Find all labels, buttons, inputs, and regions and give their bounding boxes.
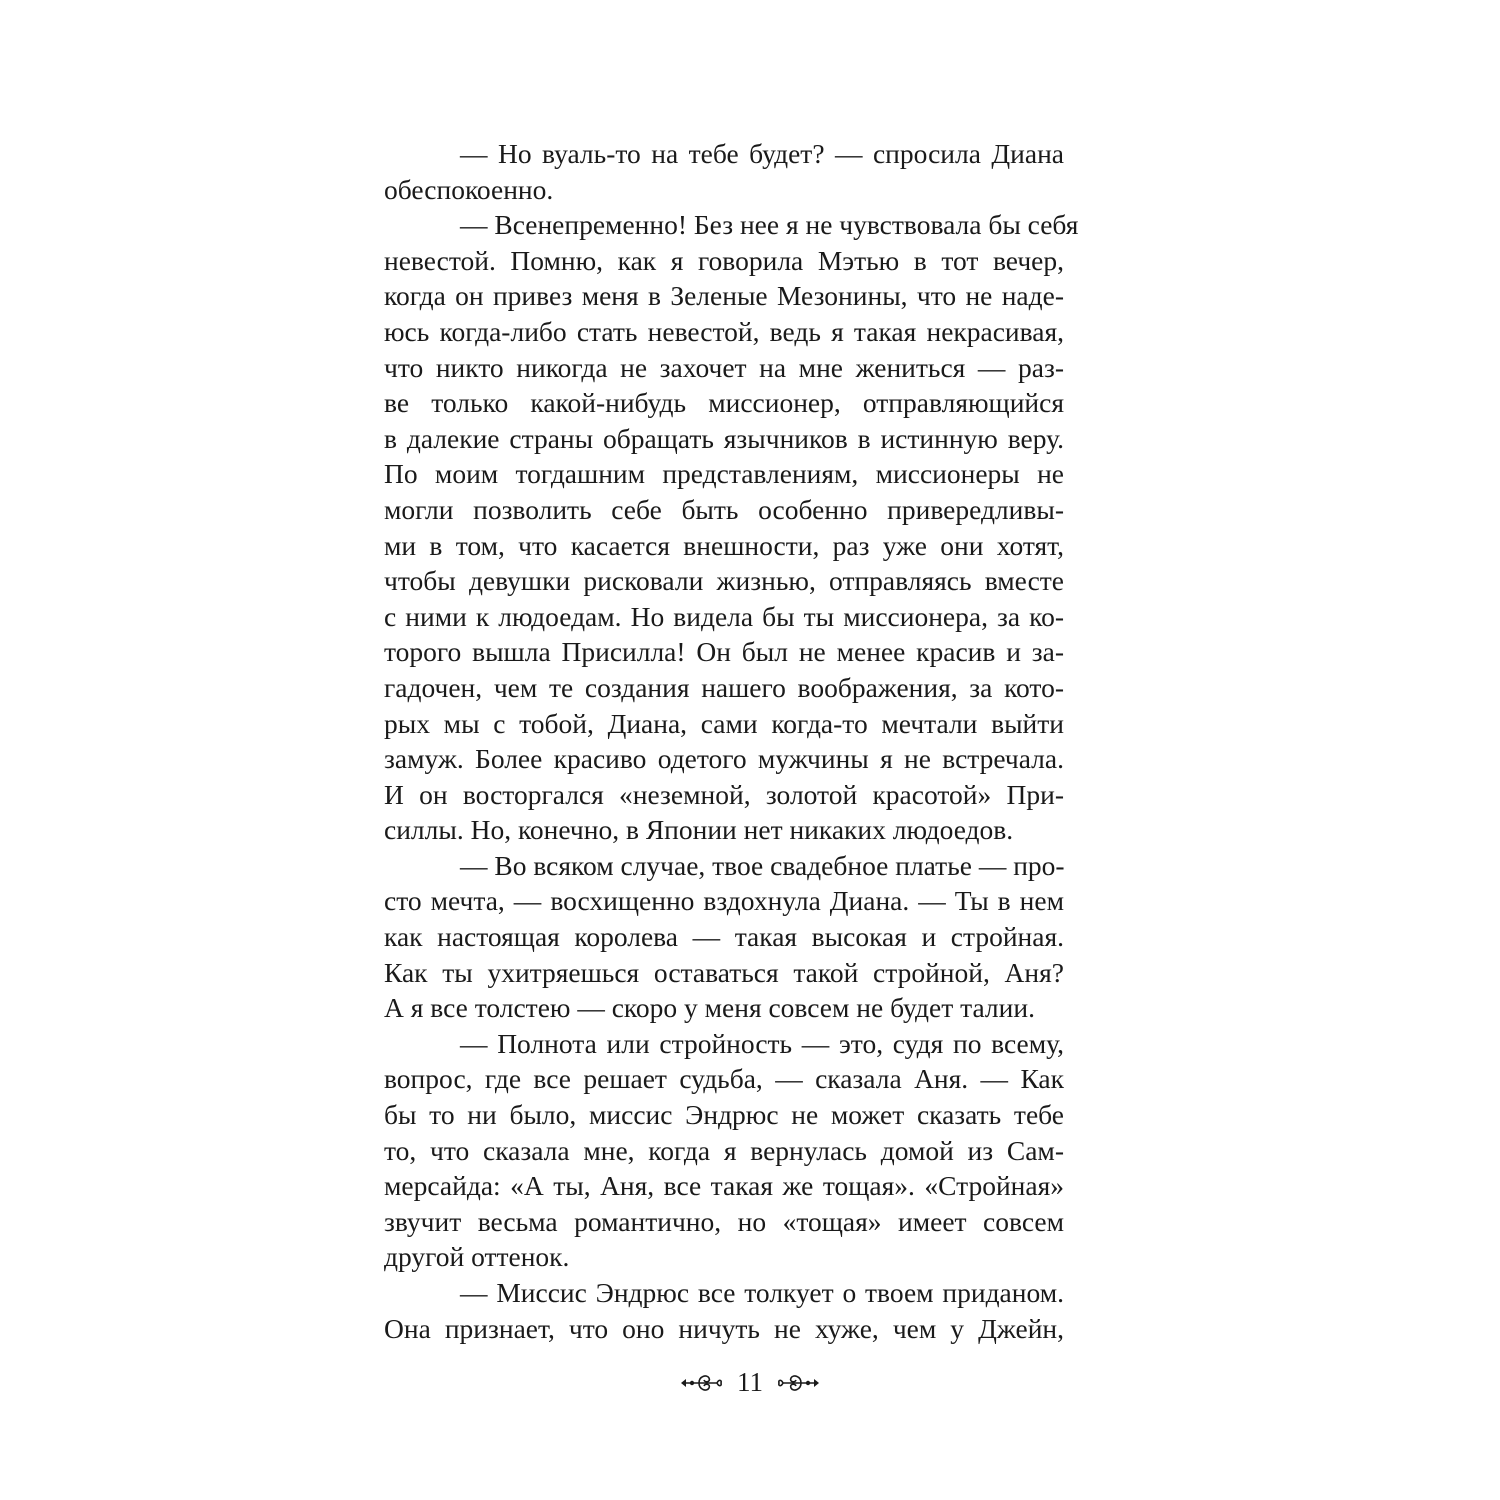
text-line: могли позволить себе быть особенно привередливы- — [384, 493, 1064, 525]
text-line: вопрос, где все решает судьба, — сказала Аня. — Как — [384, 1063, 1064, 1095]
fleuron-right-icon — [777, 1370, 821, 1396]
text-line: По моим тогдашним представлениям, миссионеры не — [384, 458, 1064, 490]
text-line: обеспокоенно. — [384, 173, 554, 205]
text-line: И он восторгался «неземной, золотой красотой» При- — [384, 778, 1064, 810]
text-line: звучит весьма романтично, но «тощая» имеет совсем — [384, 1205, 1064, 1237]
text-line: что никто никогда не захочет на мне жениться — раз- — [384, 351, 1064, 383]
text-line: силлы. Но, конечно, в Японии нет никаких людоедов. — [384, 814, 1014, 846]
text-line: — Полнота или стройность — это, судя по всему, — [460, 1027, 1064, 1059]
text-line: — Во всяком случае, твое свадебное платье — про- — [460, 849, 1065, 881]
text-line: Она признает, что оно ничуть не хуже, чем у Джейн, — [384, 1312, 1064, 1344]
text-line: ве только какой-нибудь миссионер, отправляющийся — [384, 387, 1064, 419]
text-line: ми в том, что касается внешности, раз уже они хотят, — [384, 529, 1064, 561]
text-line: то, что сказала мне, когда я вернулась домой из Сам- — [384, 1134, 1064, 1166]
text-line: — Но вуаль-то на тебе будет? — спросила Диана — [460, 138, 1064, 169]
text-line: как настоящая королева — такая высокая и стройная. — [384, 921, 1064, 953]
page-number: 11 — [737, 1367, 763, 1397]
text-line: торого вышла Присилла! Он был не менее красив и за- — [384, 636, 1064, 668]
page-footer — [0, 1367, 1500, 1398]
text-line: Как ты ухитряешься оставаться такой стройной, Аня? — [384, 956, 1064, 988]
book-page-body — [384, 136, 1079, 1346]
text-line: невестой. Помню, как я говорила Мэтью в тот вечер, — [384, 244, 1064, 276]
text-line: юсь когда-либо стать невестой, ведь я такая некрасивая, — [384, 315, 1064, 347]
text-line: гадочен, чем те создания нашего воображения, за кото- — [384, 671, 1064, 703]
text-line: А я все толстею — скоро у меня совсем не будет талии. — [384, 992, 1035, 1024]
text-line: в далекие страны обращать язычников в истинную веру. — [384, 422, 1064, 454]
text-line: с ними к людоедам. Но видела бы ты миссионера, за ко- — [384, 600, 1064, 632]
text-line: — Всенепременно! Без нее я не чувствовала бы себя — [460, 209, 1079, 241]
text-line: бы то ни было, миссис Эндрюс не может сказать тебе — [384, 1099, 1064, 1131]
text-line: другой оттенок. — [384, 1241, 570, 1273]
text-line: замуж. Более красиво одетого мужчины я не встречала. — [384, 743, 1064, 775]
text-line: мерсайда: «А ты, Аня, все такая же тощая». «Стройная» — [384, 1170, 1064, 1202]
text-line: сто мечта, — восхищенно вздохнула Диана. — Ты в нем — [384, 885, 1064, 917]
fleuron-left-icon — [679, 1370, 723, 1396]
text-line: — Миссис Эндрюс все толкует о твоем приданом. — [460, 1277, 1064, 1308]
text-line: рых мы с тобой, Диана, сами когда-то мечтали выйти — [384, 707, 1064, 739]
text-line: когда он привез меня в Зеленые Мезонины, что не наде- — [384, 280, 1064, 312]
text-line: чтобы девушки рисковали жизнью, отправляясь вместе — [384, 565, 1064, 597]
